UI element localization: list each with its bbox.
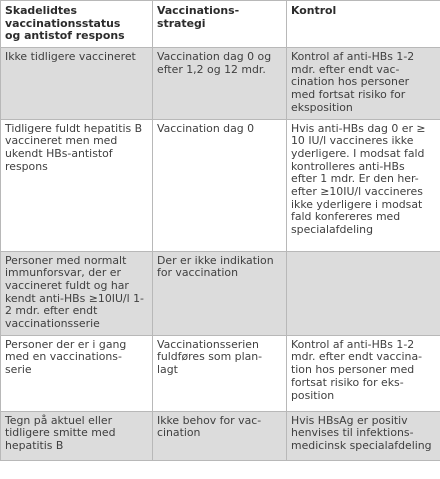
strategy-cell: Vaccination dag 0 bbox=[153, 119, 287, 251]
strategy-cell: Der er ikke indikation for vaccination bbox=[153, 251, 287, 335]
table-row bbox=[1, 251, 440, 335]
strategy-cell: Ikke behov for vac- cination bbox=[153, 411, 287, 460]
status-cell: Ikke tidligere vaccineret bbox=[1, 48, 153, 120]
header-vaccination-strategy: Vaccinations- strategi bbox=[153, 1, 287, 48]
control-cell: Kontrol af anti-HBs 1-2 mdr. efter endt vaccina- tion hos personer med fortsat risiko for eks- position bbox=[287, 335, 440, 411]
control-cell: Hvis HBsAg er positiv henvises til infektions- medicinsk specialafdeling bbox=[287, 411, 440, 460]
header-row bbox=[1, 1, 440, 48]
strategy-cell: Vaccination dag 0 og efter 1,2 og 12 mdr. bbox=[153, 48, 287, 120]
table-row bbox=[1, 119, 440, 251]
header-vaccination-status: Skadelidtes vaccinationsstatus og antistof respons bbox=[1, 1, 153, 48]
table-row bbox=[1, 335, 440, 411]
control-cell: Kontrol af anti-HBs 1-2 mdr. efter endt vac- cination hos personer med fortsat risiko for eksposition bbox=[287, 48, 440, 120]
strategy-cell: Vaccinationsserien fuldføres som plan- lagt bbox=[153, 335, 287, 411]
status-cell: Personer der er i gang med en vaccinations- serie bbox=[1, 335, 153, 411]
status-cell: Personer med normalt immunforsvar, der er vaccineret fuldt og har kendt anti-HBs ≥10IU/l 1- 2 mdr. efter endt vaccinationsserie bbox=[1, 251, 153, 335]
table-row bbox=[1, 411, 440, 460]
status-cell: Tegn på aktuel eller tidligere smitte med hepatitis B bbox=[1, 411, 153, 460]
table-body bbox=[1, 48, 440, 461]
status-cell: Tidligere fuldt hepatitis B vaccineret men med ukendt HBs-antistof respons bbox=[1, 119, 153, 251]
control-cell bbox=[287, 251, 440, 335]
control-cell: Hvis anti-HBs dag 0 er ≥ 10 IU/l vaccineres ikke yderligere. I modsat fald kontrolleres anti-HBs efter 1 mdr. Er den her- efter ≥10IU/l vaccineres ikke yderligere i modsat fald konfereres med specialafdeling bbox=[287, 119, 440, 251]
table-row bbox=[1, 48, 440, 120]
header-control: Kontrol bbox=[287, 1, 440, 48]
table-header bbox=[1, 1, 440, 48]
